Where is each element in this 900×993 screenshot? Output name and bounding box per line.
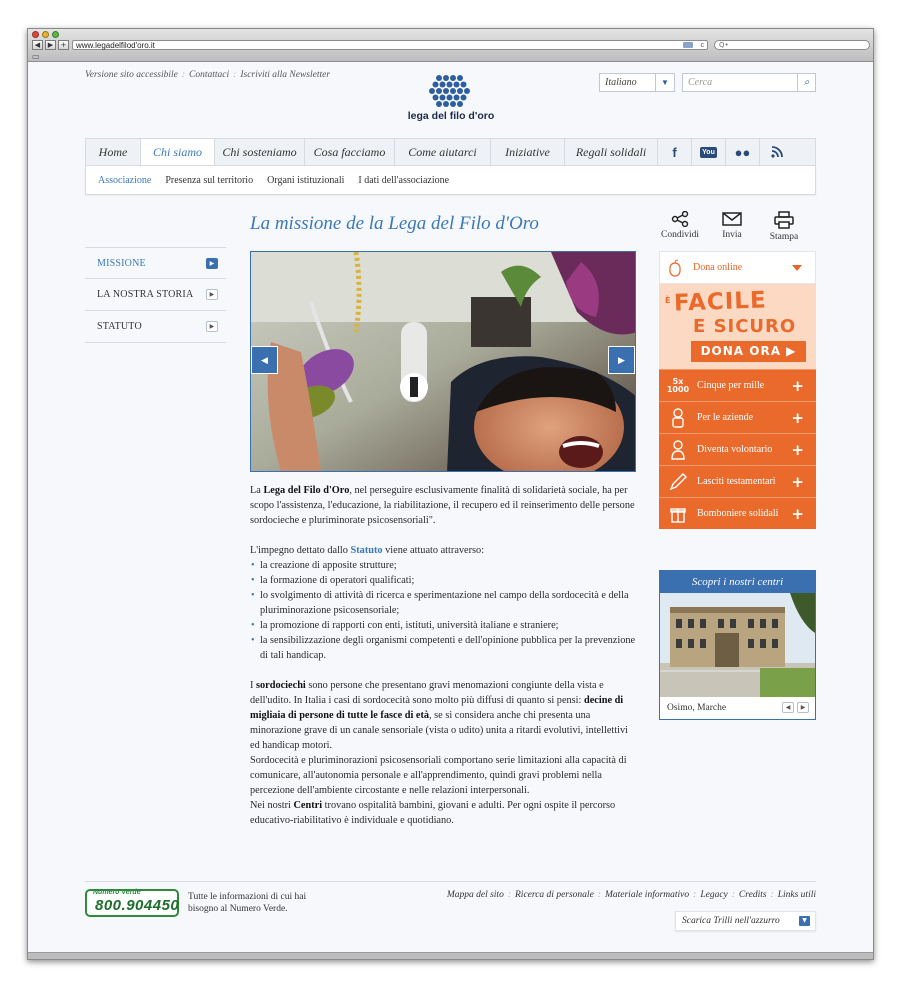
centri-prev-button[interactable]: ◀ (782, 702, 794, 713)
sub-navigation (85, 166, 816, 195)
youtube-icon[interactable] (692, 139, 726, 165)
donate-item-5x1000[interactable] (659, 369, 816, 401)
plus-icon: + (791, 377, 804, 395)
list-item: • la creazione di apposite strutture; (250, 558, 640, 573)
donate-item-label: Per le aziende (697, 412, 754, 423)
address-bar[interactable] (72, 40, 708, 50)
zoom-window-button[interactable] (52, 31, 59, 38)
centri-photo[interactable] (660, 593, 815, 697)
util-link-contact[interactable]: Contattaci (189, 70, 230, 80)
centri-footer (660, 697, 815, 719)
side-item-missione[interactable] (85, 247, 226, 279)
donate-item-bomboniere[interactable] (659, 497, 816, 529)
hero-photo (251, 252, 636, 472)
text-span: I (250, 680, 257, 691)
footer-link-materiale[interactable]: Materiale informativo (604, 890, 690, 900)
list-item: • la formazione di operatori qualificati; (250, 573, 640, 588)
bold-term: sordociechi (256, 680, 306, 691)
plus-icon: + (791, 441, 804, 459)
print-label: Stampa (769, 232, 799, 242)
text-span: Nei nostri (250, 800, 294, 811)
text-span: trovano ospitalità bambini, giovani e adulti. Per ogni ospite il percorso educativo-riabilitativo è individuale e quotidiano. (250, 800, 616, 826)
donate-panel (659, 251, 816, 529)
company-icon (659, 408, 697, 428)
footer-link-ricerca[interactable]: Ricerca di personale (515, 890, 594, 900)
banner-line1: FACILE (673, 287, 768, 317)
logo-text: lega del filo d'oro (407, 110, 495, 122)
org-name: Lega del Filo d'Oro (263, 485, 350, 496)
page-actions (660, 211, 804, 242)
site-logo[interactable] (402, 75, 500, 122)
search-input[interactable] (682, 73, 816, 92)
donate-item-label: Diventa volontario (697, 444, 773, 455)
banner-e: È (665, 296, 671, 305)
text-span: La (250, 485, 264, 496)
add-bookmark-button[interactable]: + (58, 40, 69, 50)
donate-item-label: Cinque per mille (697, 380, 765, 391)
text-span: Sordocecità e pluriminorazioni psicosensoriali comportano serie limitazioni alla capacità di comunicare, all'autonomia personale e all'apprendimento, quindi gravi problemi nella percezione dell'ambiente circostante e nelle relazioni interpersonali. (250, 755, 627, 796)
footer-link-legacy[interactable]: Legacy (700, 890, 728, 900)
send-label: Invia (722, 230, 742, 240)
footer-divider (85, 881, 816, 882)
web-page (28, 63, 874, 960)
numero-verde-text: Tutte le informazioni di cui hai bisogno al Numero Verde. (188, 892, 307, 914)
text-span: L'impegno dettato dallo (250, 545, 351, 556)
window-controls (32, 31, 59, 38)
search-placeholder: Cerca (688, 77, 713, 88)
numero-verde-number: 800.904450 (95, 897, 180, 914)
centri-next-button[interactable]: ▶ (797, 702, 809, 713)
centri-nav (782, 702, 809, 713)
donate-item-volontario[interactable] (659, 433, 816, 465)
5x1000-icon: 5x 1000 (666, 376, 690, 394)
text-span: , nel perseguire esclusivamente finalità di solidarietà sociale, ha per scopo l'assistenza, l'educazione, la riabilitazione, il recupero ed il reinserimento delle persone sordocieche e pluriminorate psicosensoriali". (250, 485, 635, 526)
donate-online-toggle[interactable] (659, 251, 816, 284)
side-item-label: STATUTO (97, 321, 142, 332)
side-item-storia[interactable] (85, 279, 226, 311)
list-item: • la sensibilizzazione degli organismi competenti e dell'opinione pubblica per la prevenzione di tali handicap. (250, 633, 640, 663)
donate-item-aziende[interactable] (659, 401, 816, 433)
centri-caption: Osimo, Marche (667, 703, 727, 713)
side-item-label: LA NOSTRA STORIA (97, 289, 194, 300)
footer-link-credits[interactable]: Credits (738, 890, 767, 900)
browser-search-field[interactable]: Q• (714, 40, 870, 50)
text-span: viene attuato attraverso: (382, 545, 485, 556)
donate-banner[interactable] (659, 284, 816, 369)
donate-item-label: Bomboniere solidali (697, 508, 779, 519)
text-span: sono persone che presentano gravi menomazioni congiunte della vista e dell'udito. In Italia i casi di sordocecità sono molto più diffusi di quanto si pensi: (250, 680, 604, 706)
nav-home[interactable]: Home (86, 139, 141, 165)
print-button[interactable] (764, 211, 804, 242)
main-navigation (85, 138, 816, 166)
donate-item-label: Lasciti testamentari (697, 476, 776, 487)
commitment-list (250, 558, 640, 663)
commitment-paragraph (250, 543, 640, 558)
forward-button[interactable]: ▶ (45, 40, 56, 50)
subnav-dati[interactable]: I dati dell'associazione (358, 175, 450, 186)
chevron-right-icon: ▶ (206, 289, 218, 300)
bookmarks-icon[interactable]: ▭ (32, 52, 40, 61)
subnav-associazione[interactable]: Associazione (98, 175, 152, 186)
url-text: www.legadelfilod'oro.it (76, 41, 155, 50)
centri-box (659, 570, 816, 720)
footer-link-links-utili[interactable]: Links utili (777, 890, 816, 900)
subnav-organi[interactable]: Organi istituzionali (267, 175, 345, 186)
util-link-accessible[interactable]: Versione sito accessibile (85, 70, 178, 80)
flickr-icon[interactable]: ●● (726, 139, 760, 165)
nav-come-aiutarci[interactable]: Come aiutarci (395, 139, 491, 165)
side-item-label: MISSIONE (97, 257, 146, 269)
chevron-right-icon: ▶ (206, 258, 218, 269)
subnav-presenza[interactable]: Presenza sul territorio (165, 175, 254, 186)
slideshow-prev-button[interactable]: ◀ (251, 346, 278, 374)
bold-term: Centri (293, 800, 323, 811)
hero-slideshow (250, 251, 636, 472)
mouse-icon (669, 259, 681, 277)
rss-icon[interactable] (760, 139, 794, 165)
nav-chi-sosteniamo[interactable]: Chi sosteniamo (215, 139, 305, 165)
text-span: , se si considera anche chi presenta una minorazione grave di un canale sensoriale (vista o udito) unita a ritardi evolutivi, intellettivi ed handicap motori. (250, 710, 629, 751)
envelope-icon (722, 211, 742, 227)
pen-icon (659, 472, 697, 492)
search-icon[interactable]: ⌕ (797, 74, 815, 91)
chevron-right-icon: ▶ (206, 321, 218, 332)
plus-icon: + (791, 473, 804, 491)
language-select[interactable] (599, 73, 675, 92)
donate-online-label: Dona online (693, 262, 743, 273)
plus-icon: + (791, 505, 804, 523)
youtube-label: You (702, 148, 715, 156)
close-window-button[interactable] (32, 31, 39, 38)
banner-line2: E SICURO (693, 316, 797, 337)
nav-iniziative[interactable]: Iniziative (491, 139, 565, 165)
bold-phrase: decine di migliaia di persone di tutte le fasce di età (250, 695, 624, 721)
language-value: Italiano (605, 77, 637, 88)
main-content (250, 483, 640, 828)
sordociechi-paragraph (250, 678, 640, 828)
minimize-window-button[interactable] (42, 31, 49, 38)
footer-links: Mappa del sito : Ricerca di personale : Materiale informativo : Legacy : Credits : Links utili (446, 890, 816, 900)
plus-icon: + (791, 409, 804, 427)
caret-down-icon (792, 265, 802, 271)
utility-links: Versione sito accessibile : Contattaci : Iscriviti alla Newsletter (85, 70, 331, 80)
share-icon (671, 211, 689, 227)
logo-dots-icon (426, 75, 476, 107)
browser-nav-buttons (32, 40, 69, 50)
util-link-newsletter[interactable]: Iscriviti alla Newsletter (240, 70, 331, 80)
chevron-down-icon[interactable]: ▼ (655, 74, 674, 91)
nav-cosa-facciamo[interactable]: Cosa facciamo (305, 139, 395, 165)
nav-regali-solidali[interactable]: Regali solidali (565, 139, 658, 165)
numero-verde-badge[interactable] (85, 889, 179, 917)
side-item-statuto[interactable] (85, 311, 226, 343)
nav-chi-siamo[interactable]: Chi siamo (141, 139, 215, 165)
statuto-link[interactable]: Statuto (350, 545, 383, 556)
share-label: Condividi (660, 230, 699, 240)
intro-paragraph (250, 483, 640, 528)
facebook-icon[interactable]: f (658, 139, 692, 165)
printer-icon (774, 211, 794, 229)
horizontal-scrollbar[interactable] (28, 952, 874, 960)
numero-verde-label: Numero Verde (93, 889, 141, 896)
share-button[interactable] (660, 211, 700, 242)
scarica-label: Scarica Trilli nell'azzurro (682, 916, 780, 926)
list-item: • la promozione di rapporti con enti, istituti, università italiane e straniere; (250, 618, 640, 633)
browser-window (27, 28, 874, 960)
centri-title[interactable]: Scopri i nostri centri (660, 571, 815, 593)
page-title: La missione de la Lega del Filo d'Oro (250, 213, 539, 234)
gift-icon (659, 505, 697, 523)
donate-item-lasciti[interactable] (659, 465, 816, 497)
scarica-dropdown[interactable] (675, 911, 816, 931)
side-navigation (85, 247, 226, 343)
browser-toolbar (28, 29, 873, 62)
dona-ora-button[interactable]: DONA ORA ▶ (691, 341, 806, 362)
rss-feed-icon[interactable] (683, 42, 693, 48)
reload-icon[interactable]: c (700, 42, 704, 49)
chevron-down-icon: ▼ (799, 916, 810, 926)
send-button[interactable] (712, 211, 752, 242)
footer-link-mappa[interactable]: Mappa del sito (446, 890, 504, 900)
back-button[interactable]: ◀ (32, 40, 43, 50)
slideshow-next-button[interactable]: ▶ (608, 346, 635, 374)
list-item: • lo svolgimento di attività di ricerca e sperimentazione nel campo della sordocecità e della pluriminorazione psicosensoriale; (250, 588, 640, 618)
volunteer-icon (659, 440, 697, 460)
